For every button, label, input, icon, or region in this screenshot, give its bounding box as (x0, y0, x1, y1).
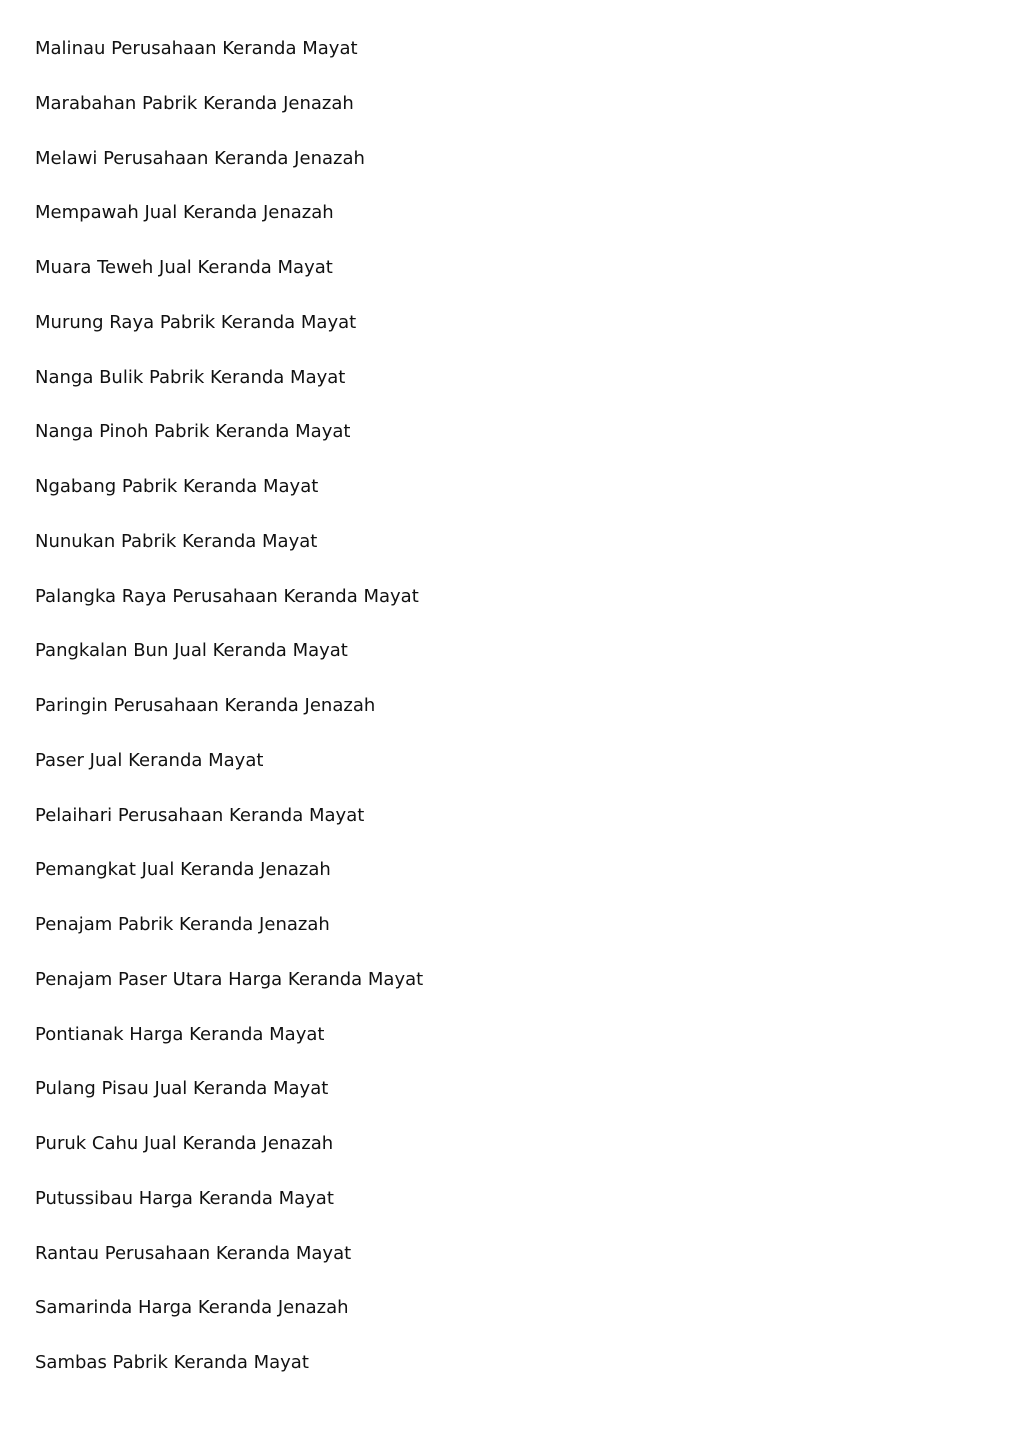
list-item: Pontianak Harga Keranda Mayat (35, 1023, 325, 1045)
list-item: Mempawah Jual Keranda Jenazah (35, 202, 334, 224)
list-item: Penajam Paser Utara Harga Keranda Mayat (35, 968, 424, 990)
list-item: Murung Raya Pabrik Keranda Mayat (35, 311, 357, 333)
list-item: Palangka Raya Perusahaan Keranda Mayat (35, 585, 419, 607)
list-item: Pemangkat Jual Keranda Jenazah (35, 859, 331, 881)
list-item: Samarinda Harga Keranda Jenazah (35, 1297, 349, 1319)
list-item: Putussibau Harga Keranda Mayat (35, 1187, 334, 1209)
list-item: Muara Teweh Jual Keranda Mayat (35, 257, 333, 278)
list-item: Pulang Pisau Jual Keranda Mayat (35, 1078, 329, 1100)
list-item: Paser Jual Keranda Mayat (35, 749, 264, 771)
list-item: Pelaihari Perusahaan Keranda Mayat (35, 804, 365, 826)
list-item: Nanga Pinoh Pabrik Keranda Mayat (35, 421, 351, 443)
list-item: Paringin Perusahaan Keranda Jenazah (35, 695, 376, 716)
list-item: Puruk Cahu Jual Keranda Jenazah (35, 1133, 334, 1154)
list-item: Penajam Pabrik Keranda Jenazah (35, 914, 330, 935)
list-item: Rantau Perusahaan Keranda Mayat (35, 1242, 352, 1264)
list-item: Nunukan Pabrik Keranda Mayat (35, 530, 318, 552)
list-item: Malinau Perusahaan Keranda Mayat (35, 38, 358, 59)
list-item: Pangkalan Bun Jual Keranda Mayat (35, 640, 348, 662)
list-item: Marabahan Pabrik Keranda Jenazah (35, 92, 354, 114)
list-item: Melawi Perusahaan Keranda Jenazah (35, 147, 365, 169)
list-item: Nanga Bulik Pabrik Keranda Mayat (35, 366, 346, 388)
text-list (35, 34, 423, 1403)
list-item: Ngabang Pabrik Keranda Mayat (35, 476, 319, 497)
list-item: Sambas Pabrik Keranda Mayat (35, 1352, 309, 1373)
